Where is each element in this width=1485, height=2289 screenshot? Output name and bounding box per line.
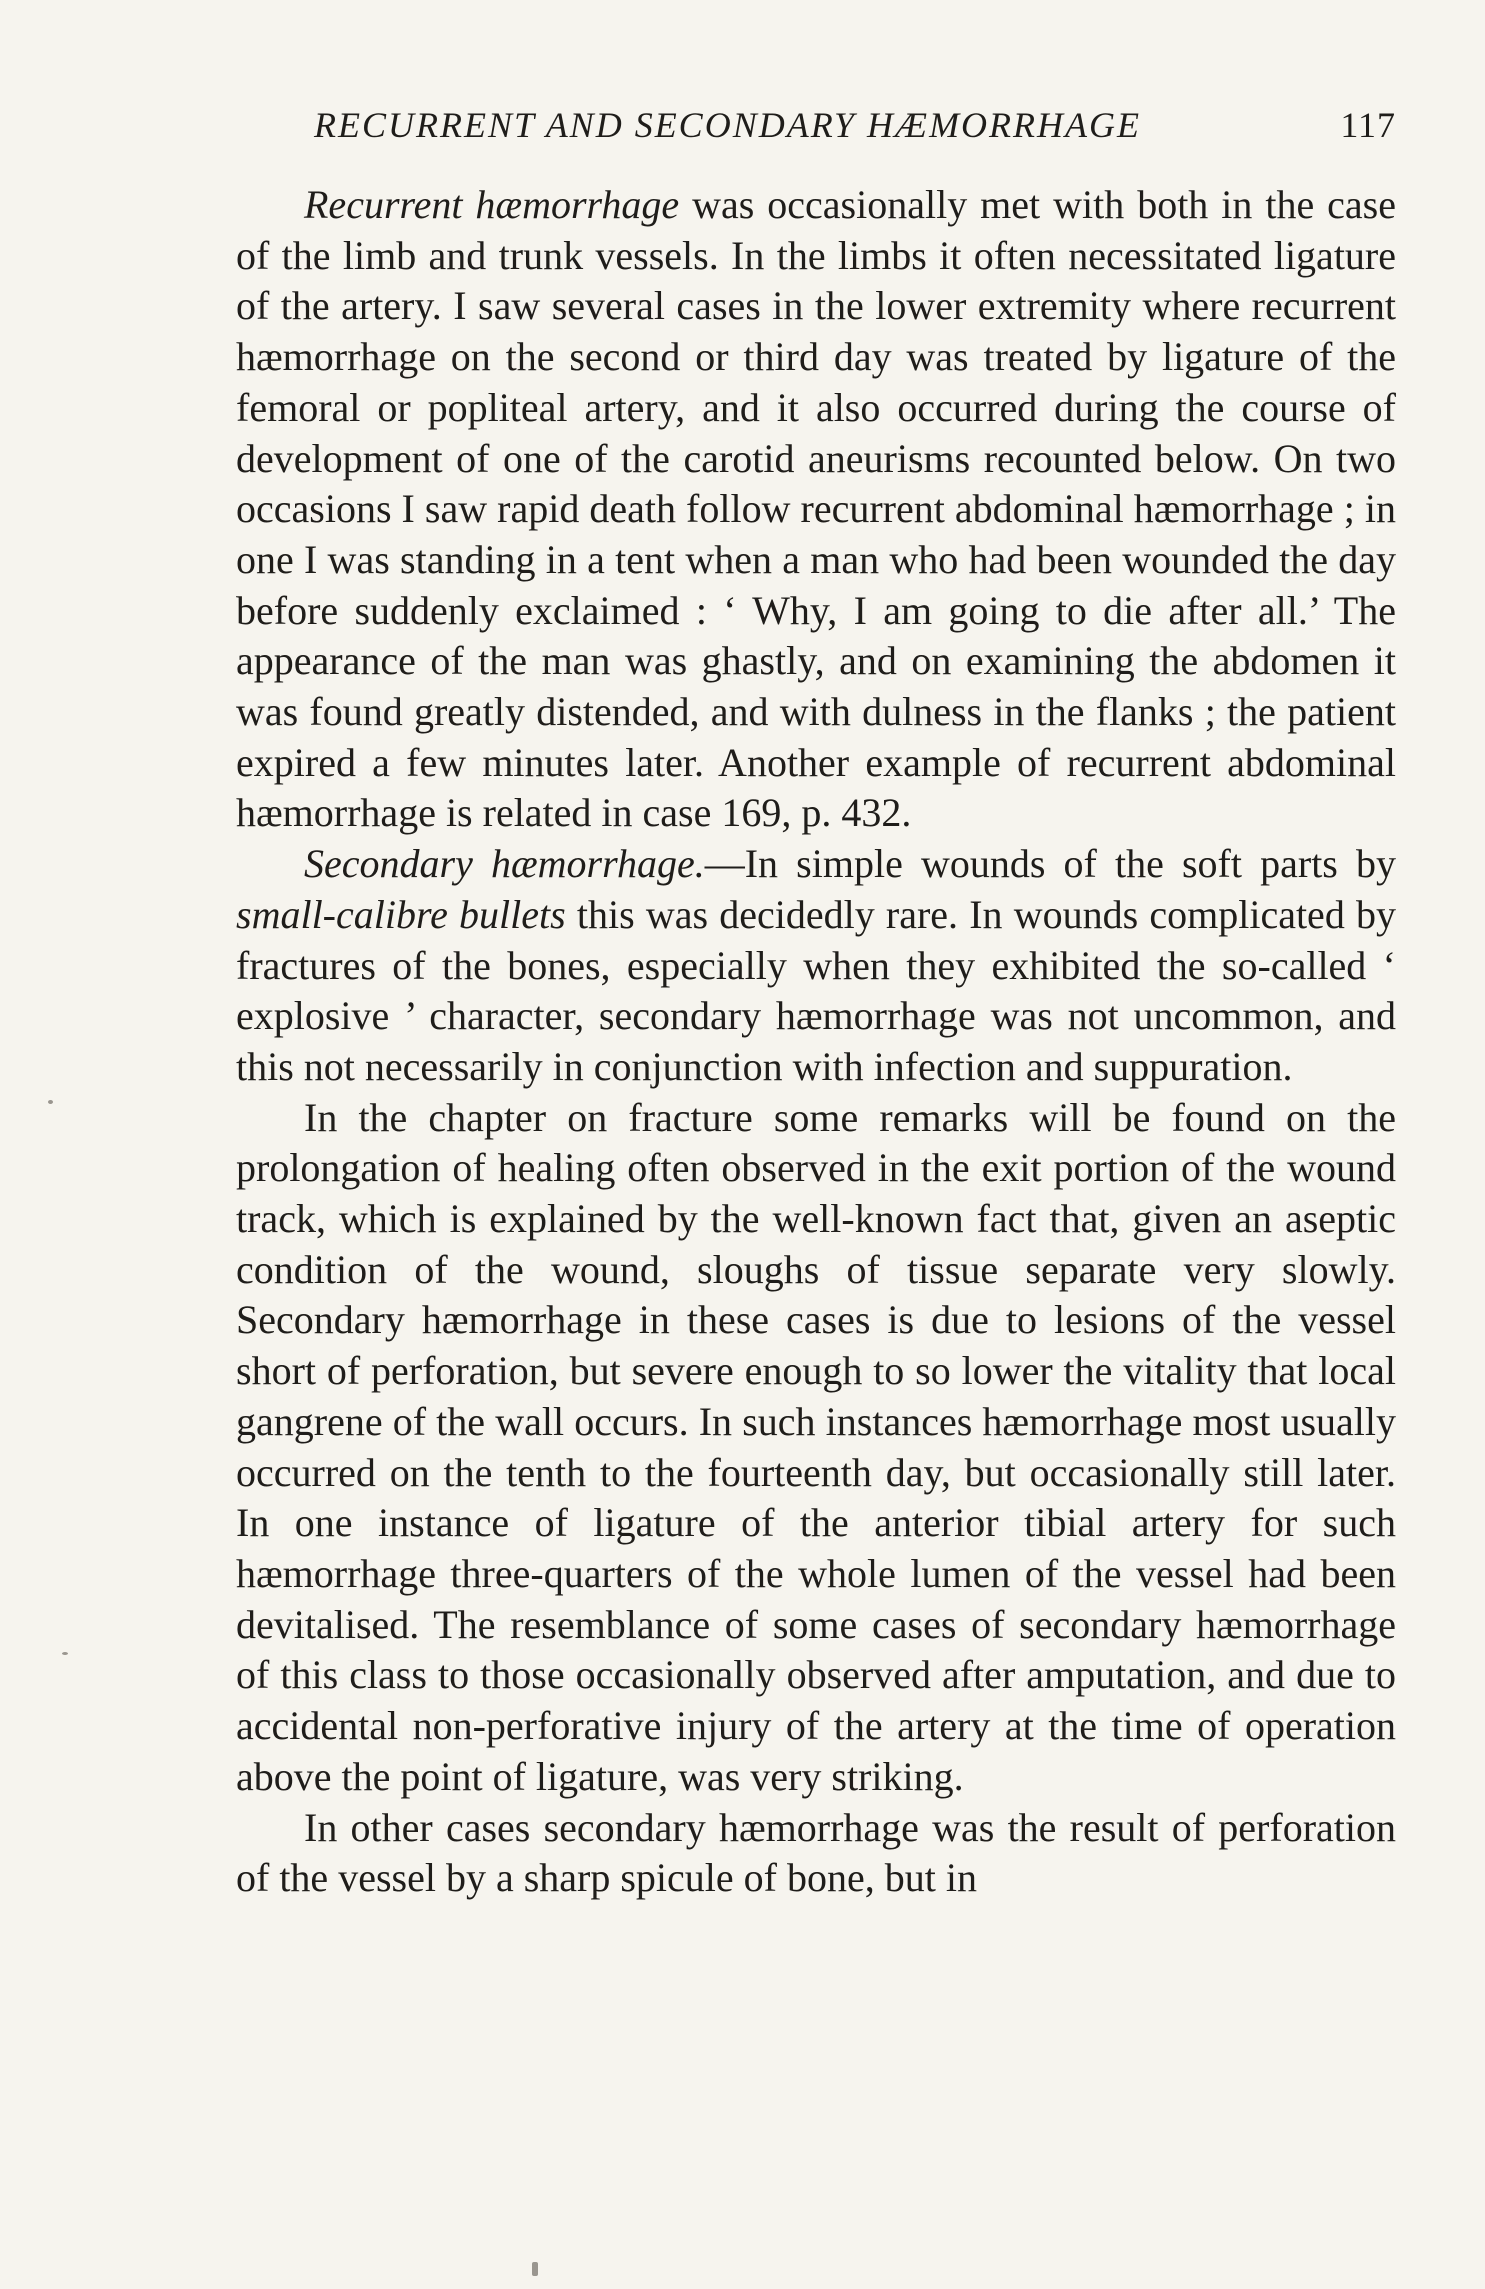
paragraph-text: In the chapter on fracture some remarks will be found on the prolongation of healing often observed in the exit portion of the wound track, which is explained by the well-known fact that, given an aseptic condition of the wound, sloughs of tissue separate very slowly. Secondary hæmorrhage in these cases is due to lesions of the vessel short of perforation, but severe enough to so lower the vitality that local gangrene of the wall occurs. In such instances hæmorrhage most usually occurred on the tenth to the fourteenth day, but occasionally still later. In one instance of ligature of the anterior tibial artery for such hæmorrhage three-quarters of the whole lumen of the vessel had been devitalised. The resemblance of some cases of secondary hæmorrhage of this class to those occasionally observed after amputation, and due to accidental non-perforative injury of the artery at the time of operation above the point of ligature, was very striking. — [236, 1094, 1396, 1799]
paragraph-inline-italic: small-calibre bullets — [236, 891, 566, 937]
body-text — [236, 180, 1396, 1904]
page-number: 117 — [1340, 105, 1396, 145]
paper-speck — [532, 2262, 538, 2276]
running-title: RECURRENT AND SECONDARY HÆMORRHAGE — [314, 105, 1142, 145]
paragraph-lead-italic: Secondary hæmorrhage. — [304, 841, 705, 887]
paragraph-fracture-chapter — [236, 1093, 1396, 1803]
paper-speck — [62, 1652, 68, 1655]
paragraph-text: was occasionally met with both in the case of the limb and trunk vessels. In the limbs it often necessitated ligature of the artery. I saw several cases in the lower extremity where recurrent hæmorrhage on the second or third day was treated by ligature of the femoral or popliteal artery, and it also occurred during the course of development of one of the carotid aneurisms recounted below. On two occasions I saw rapid death follow recurrent abdominal hæmorrhage ; in one I was standing in a tent when a man who had been wounded the day before suddenly exclaimed : ‘ Why, I am going to die after all.’ The appearance of the man was ghastly, and on examining the abdomen it was found greatly distended, and with dulness in the flanks ; the patient expired a few minutes later. Another example of recurrent abdominal hæmorrhage is related in case 169, p. 432. — [236, 182, 1396, 836]
book-page — [236, 96, 1396, 1904]
paragraph-text: In other cases secondary hæmorrhage was the result of perforation of the vessel by a sharp spicule of bone, but in — [236, 1804, 1396, 1901]
paragraph-lead-italic: Recurrent hæmorrhage — [304, 182, 680, 227]
running-header — [236, 96, 1396, 162]
paragraph-secondary-haemorrhage — [236, 839, 1396, 1093]
paper-speck — [48, 1100, 53, 1104]
paragraph-text: —In simple wounds of the soft parts by — [704, 841, 1397, 887]
paragraph-recurrent-haemorrhage — [236, 180, 1396, 839]
paragraph-other-cases — [236, 1803, 1396, 1904]
paragraph-text: this was decidedly rare. In wounds complicated by fractures of the bones, especially when they exhibited the so-called ‘ explosive ’ character, secondary hæmorrhage was not uncommon, and this not necessarily in conjunction with infection and suppuration. — [236, 891, 1396, 1089]
